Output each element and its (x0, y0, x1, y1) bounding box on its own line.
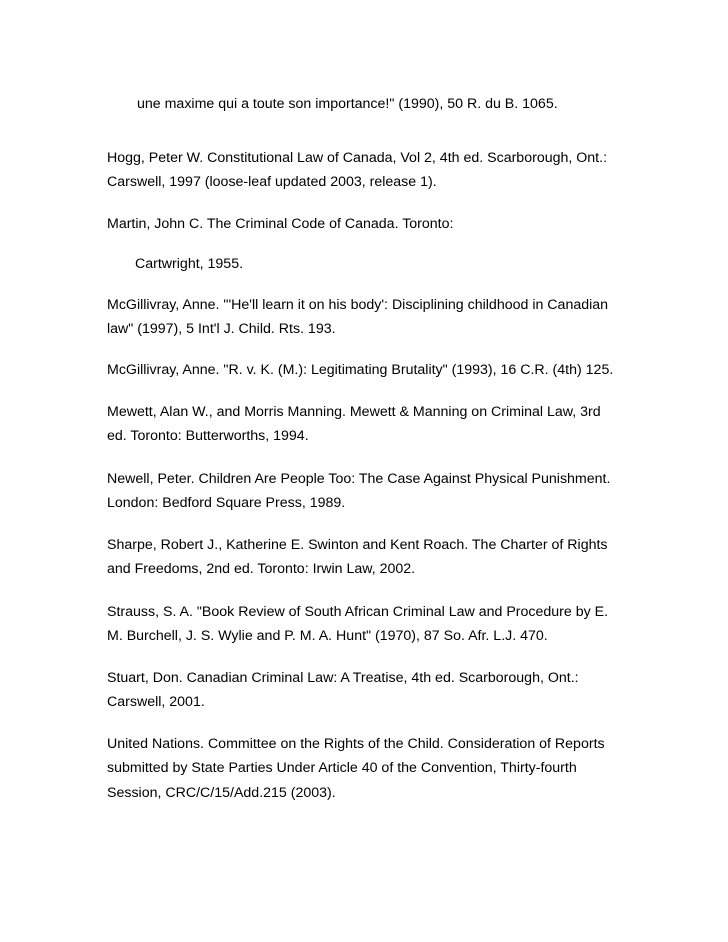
bibliography-entry-line: ed. Toronto: Butterworths, 1994. (107, 428, 309, 444)
bibliography-entry-line: United Nations. Committee on the Rights of the Child. Consideration of Reports (107, 736, 605, 752)
bibliography-entry-line: law" (1997), 5 Int'l J. Child. Rts. 193. (107, 321, 336, 337)
bibliography-entry-line: submitted by State Parties Under Article 40 of the Convention, Thirty-fourth (107, 760, 577, 776)
bibliography-entry-line: London: Bedford Square Press, 1989. (107, 495, 346, 511)
bibliography-entry-line: une maxime qui a toute son importance!" (1990), 50 R. du B. 1065. (137, 96, 558, 112)
bibliography-entry-line: M. Burchell, J. S. Wylie and P. M. A. Hunt" (1970), 87 So. Afr. L.J. 470. (107, 628, 548, 644)
bibliography-entry-line: Hogg, Peter W. Constitutional Law of Canada, Vol 2, 4th ed. Scarborough, Ont.: (107, 150, 608, 166)
bibliography-entry-line: Carswell, 1997 (loose-leaf updated 2003, release 1). (107, 174, 437, 190)
bibliography-entry-line: Carswell, 2001. (107, 694, 205, 710)
bibliography-entry-line: McGillivray, Anne. "R. v. K. (M.): Legitimating Brutality" (1993), 16 C.R. (4th) 125. (107, 362, 614, 378)
bibliography-entry-line: Sharpe, Robert J., Katherine E. Swinton and Kent Roach. The Charter of Rights (107, 537, 608, 553)
bibliography-entry-line: and Freedoms, 2nd ed. Toronto: Irwin Law, 2002. (107, 561, 416, 577)
bibliography-entry-line: Newell, Peter. Children Are People Too: The Case Against Physical Punishment. (107, 471, 611, 487)
bibliography-entry-line: McGillivray, Anne. "'He'll learn it on his body': Disciplining childhood in Canadian (107, 297, 609, 313)
bibliography-entry-line: Cartwright, 1955. (135, 256, 244, 272)
bibliography-entry-line: Stuart, Don. Canadian Criminal Law: A Treatise, 4th ed. Scarborough, Ont.: (107, 670, 579, 686)
bibliography-entry-line: Session, CRC/C/15/Add.215 (2003). (107, 785, 336, 801)
bibliography-entry-line: Mewett, Alan W., and Morris Manning. Mewett & Manning on Criminal Law, 3rd (107, 404, 601, 420)
bibliography-entry-line: Martin, John C. The Criminal Code of Canada. Toronto: (107, 216, 454, 232)
bibliography-entry-line: Strauss, S. A. "Book Review of South African Criminal Law and Procedure by E. (107, 604, 609, 620)
